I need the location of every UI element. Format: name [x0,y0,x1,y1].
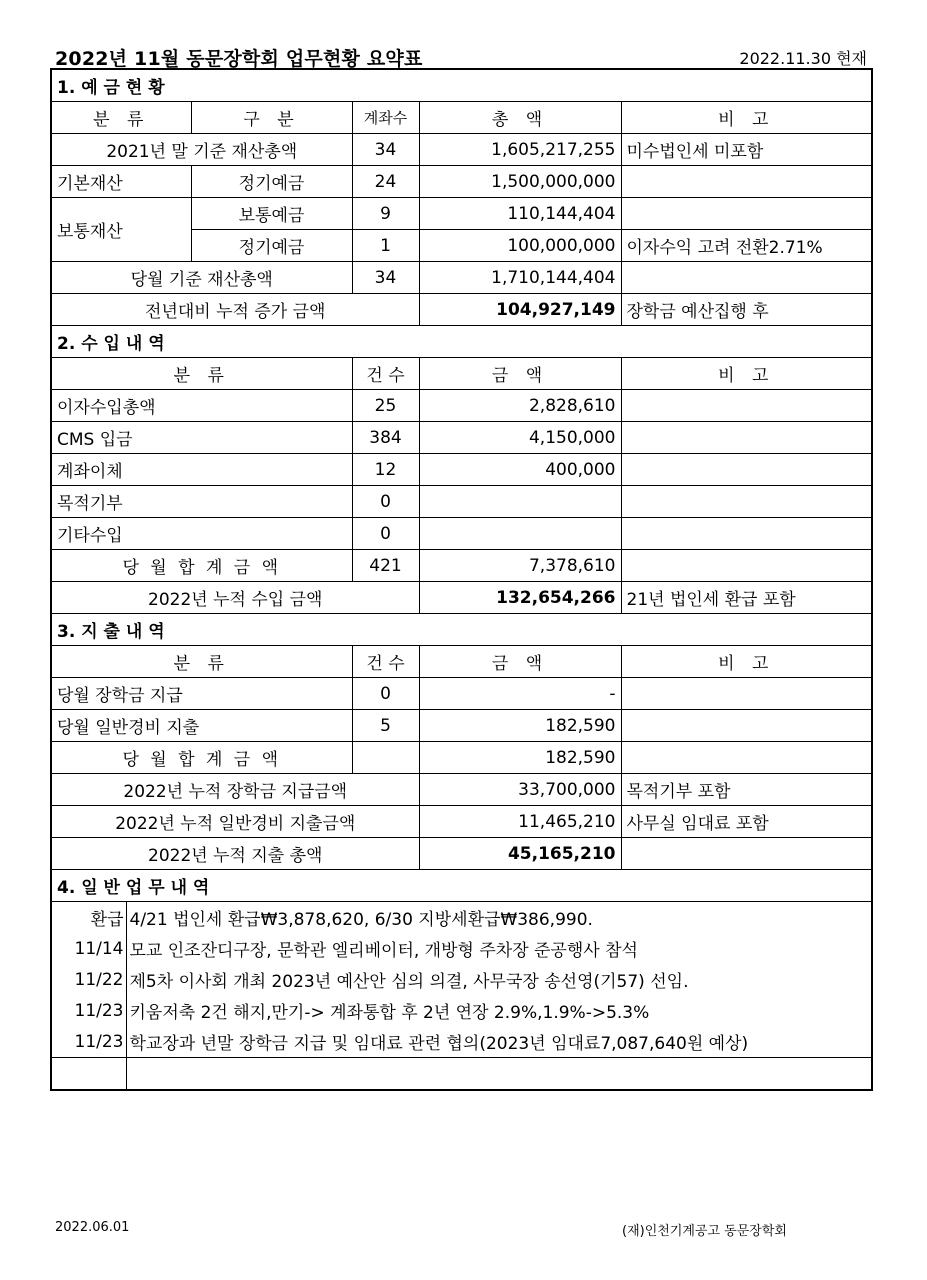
ordinary-note [621,198,872,230]
expense-note [621,710,872,742]
income-note [621,486,872,518]
income-cumulative-amount: 132,654,266 [419,582,621,614]
cum-total-label: 2022년 누적 지출 총액 [51,838,419,870]
expense-label: 당월 일반경비 지출 [51,710,352,742]
income-amount [419,486,621,518]
section-2-heading-row [51,326,872,358]
col-header-category: 분 류 [51,358,352,390]
income-amount: 4,150,000 [419,422,621,454]
table-row [51,550,872,582]
expense-count: 5 [352,710,419,742]
ordinary-count: 9 [352,198,419,230]
basic-amount: 1,500,000,000 [419,166,621,198]
section-4-heading-row [51,870,872,902]
footer-date: 2022.06.01 [55,1220,130,1235]
item-text: 4/21 법인세 환급₩3,878,620, 6/30 지방세환급₩386,990. [126,902,872,934]
table-row [51,166,872,198]
basic-note [621,166,872,198]
ordinary-amount: 100,000,000 [419,230,621,262]
expense-label: 당월 장학금 지급 [51,678,352,710]
increase-label: 전년대비 누적 증가 금액 [51,294,419,326]
income-cumulative-label: 2022년 누적 수입 금액 [51,582,419,614]
col-header-type: 구 분 [191,102,352,134]
item-date: 11/23 [51,995,126,1026]
income-amount: 400,000 [419,454,621,486]
section-3-header-row [51,646,872,678]
month-total-amount: 1,710,144,404 [419,262,621,294]
list-item-empty [51,1058,872,1091]
table-row [51,422,872,454]
income-month-total-label: 당 월 합 계 금 액 [51,550,352,582]
table-row [51,582,872,614]
as-of-date: 2022.11.30 현재 [739,49,867,68]
income-count: 25 [352,390,419,422]
income-count: 384 [352,422,419,454]
income-count: 12 [352,454,419,486]
income-month-total-amount: 7,378,610 [419,550,621,582]
income-note [621,390,872,422]
table-row [51,742,872,774]
ordinary-category: 보통재산 [51,198,191,262]
table-row [51,454,872,486]
cum-general-amount: 11,465,210 [419,806,621,838]
section-3-heading: 3. 지 출 내 역 [51,614,872,646]
cum-total-amount: 45,165,210 [419,838,621,870]
page-title: 2022년 11월 동문장학회 업무현황 요약표 [55,48,423,70]
col-header-amount: 금 액 [419,646,621,678]
expense-note [621,678,872,710]
cum-general-label: 2022년 누적 일반경비 지출금액 [51,806,419,838]
increase-note: 장학금 예산집행 후 [621,294,872,326]
footer-organization: (재)인천기계공고 동문장학회 [622,1224,787,1239]
col-header-category: 분 류 [51,102,191,134]
income-label: 계좌이체 [51,454,352,486]
col-header-amount: 금 액 [419,358,621,390]
item-text: 제5차 이사회 개최 2023년 예산안 심의 의결, 사무국장 송선영(기57) 선임. [126,964,872,995]
expense-month-total-count [352,742,419,774]
year-end-note: 미수법인세 미포함 [621,134,872,166]
col-header-count: 건 수 [352,358,419,390]
col-header-note: 비 고 [621,646,872,678]
list-item [51,933,872,964]
col-header-accounts: 계좌수 [352,102,419,134]
col-header-count: 건 수 [352,646,419,678]
month-total-note [621,262,872,294]
income-count: 0 [352,518,419,550]
cum-scholarship-note: 목적기부 포함 [621,774,872,806]
cum-scholarship-label: 2022년 누적 장학금 지급금액 [51,774,419,806]
month-total-label: 당월 기준 재산총액 [51,262,352,294]
table-row [51,390,872,422]
cum-total-note [621,838,872,870]
income-label: 기타수입 [51,518,352,550]
income-count: 0 [352,486,419,518]
table-row [51,294,872,326]
section-2-header-row [51,358,872,390]
col-header-category: 분 류 [51,646,352,678]
section-1-heading-row [51,69,872,102]
increase-amount: 104,927,149 [419,294,621,326]
income-month-total-note [621,550,872,582]
income-month-total-count: 421 [352,550,419,582]
list-item [51,1026,872,1058]
cum-scholarship-amount: 33,700,000 [419,774,621,806]
income-amount: 2,828,610 [419,390,621,422]
income-amount [419,518,621,550]
year-end-count: 34 [352,134,419,166]
col-header-note: 비 고 [621,358,872,390]
table-row [51,710,872,742]
income-label: 목적기부 [51,486,352,518]
ordinary-count: 1 [352,230,419,262]
ordinary-type: 보통예금 [191,198,352,230]
list-item [51,995,872,1026]
table-row [51,198,872,230]
income-cumulative-note: 21년 법인세 환급 포함 [621,582,872,614]
section-3-heading-row [51,614,872,646]
col-header-total: 총 액 [419,102,621,134]
item-date: 환급 [51,902,126,934]
col-header-note: 비 고 [621,102,872,134]
income-note [621,422,872,454]
section-4-heading: 4. 일 반 업 무 내 역 [51,870,872,902]
expense-month-total-note [621,742,872,774]
item-date: 11/23 [51,1026,126,1058]
ordinary-note: 이자수익 고려 전환2.71% [621,230,872,262]
table-row [51,262,872,294]
cum-general-note: 사무실 임대료 포함 [621,806,872,838]
table-row [51,838,872,870]
expense-amount: 182,590 [419,710,621,742]
list-item [51,902,872,934]
table-row [51,486,872,518]
empty-text-cell [126,1058,872,1091]
item-text: 모교 인조잔디구장, 문학관 엘리베이터, 개방형 주차장 준공행사 참석 [126,933,872,964]
basic-count: 24 [352,166,419,198]
expense-month-total-label: 당 월 합 계 금 액 [51,742,352,774]
table-row [51,678,872,710]
table-row [51,806,872,838]
basic-category: 기본재산 [51,166,191,198]
table-row [51,134,872,166]
item-text: 학교장과 년말 장학금 지급 및 임대료 관련 협의(2023년 임대료7,087,640원 예상) [126,1026,872,1058]
ordinary-amount: 110,144,404 [419,198,621,230]
section-2-heading: 2. 수 입 내 역 [51,326,872,358]
section-1-heading: 1. 예 금 현 황 [51,69,872,102]
basic-type: 정기예금 [191,166,352,198]
income-label: CMS 입금 [51,422,352,454]
summary-table [50,68,873,1091]
income-note [621,454,872,486]
expense-amount: - [419,678,621,710]
ordinary-type: 정기예금 [191,230,352,262]
table-row [51,774,872,806]
income-label: 이자수입총액 [51,390,352,422]
item-date: 11/14 [51,933,126,964]
item-date: 11/22 [51,964,126,995]
month-total-count: 34 [352,262,419,294]
year-end-label: 2021년 말 기준 재산총액 [51,134,352,166]
income-note [621,518,872,550]
expense-count: 0 [352,678,419,710]
table-row [51,518,872,550]
empty-date-cell [51,1058,126,1091]
section-1-header-row [51,102,872,134]
item-text: 키움저축 2건 해지,만기-> 계좌통합 후 2년 연장 2.9%,1.9%->5.3% [126,995,872,1026]
year-end-amount: 1,605,217,255 [419,134,621,166]
expense-month-total-amount: 182,590 [419,742,621,774]
list-item [51,964,872,995]
